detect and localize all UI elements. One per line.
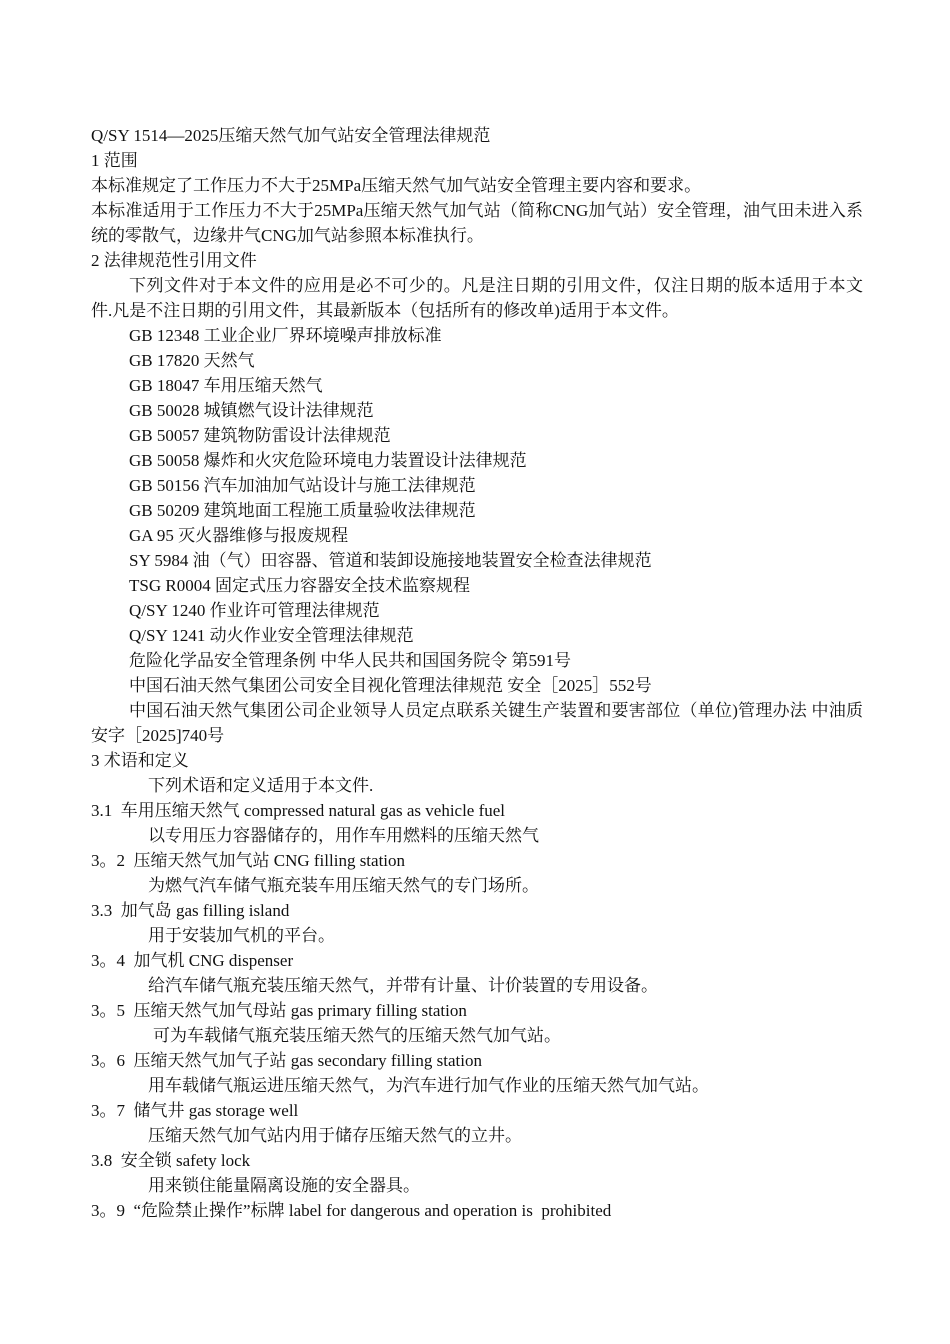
term-definition: 可为车载储气瓶充装压缩天然气的压缩天然气加气站。 (153, 1026, 561, 1045)
term-heading (91, 998, 863, 1023)
reference-item: GB 50028 城镇燃气设计法律规范 (129, 401, 374, 420)
term-title: 安全锁 safety lock (120, 1151, 251, 1170)
term-title: 压缩天然气加气母站 gas primary filling station (133, 1001, 467, 1020)
section-1-paragraph-2: 本标准适用于工作压力不大于25MPa压缩天然气加气站（简称CNG加气站）安全管理，油气田未进入系统的零散气，边缘井气CNG加气站参照本标准执行。 (91, 201, 863, 245)
document-title: Q/SY 1514—2025压缩天然气加气站安全管理法律规范 (91, 126, 491, 145)
term-heading (91, 1148, 863, 1173)
term-title: 加气岛 gas filling island (120, 901, 290, 920)
term-title: “危险禁止操作”标牌 label for dangerous and operation is prohibited (133, 1201, 612, 1220)
reference-item: 危险化学品安全管理条例 中华人民共和国国务院令 第591号 (129, 651, 571, 670)
term-title: 压缩天然气加气子站 gas secondary filling station (133, 1051, 482, 1070)
term-definition: 以专用压力容器储存的，用作车用燃料的压缩天然气 (148, 826, 539, 845)
reference-item: TSG R0004 固定式压力容器安全技术监察规程 (129, 576, 470, 595)
section-2-intro: 下列文件对于本文件的应用是必不可少的。凡是注日期的引用文件，仅注日期的版本适用于本文件.凡是不注日期的引用文件，其最新版本（包括所有的修改单)适用于本文件。 (91, 276, 863, 320)
reference-item: 中国石油天然气集团公司安全目视化管理法律规范 安全［2025］552号 (129, 676, 652, 695)
term-title: 储气井 gas storage well (133, 1101, 299, 1120)
reference-item: SY 5984 油（气）田容器、管道和装卸设施接地装置安全检查法律规范 (129, 551, 652, 570)
term-definition: 用于安装加气机的平台。 (148, 926, 335, 945)
section-1-paragraph-1: 本标准规定了工作压力不大于25MPa压缩天然气加气站安全管理主要内容和要求。 (91, 176, 702, 195)
reference-item: GB 50058 爆炸和火灾危险环境电力装置设计法律规范 (129, 451, 527, 470)
term-title: 车用压缩天然气 compressed natural gas as vehicle fuel (120, 801, 506, 820)
reference-item: GB 50156 汽车加油加气站设计与施工法律规范 (129, 476, 476, 495)
term-number: 3.1 (91, 801, 113, 820)
term-number: 3.8 (91, 1151, 113, 1170)
section-2-heading: 2 法律规范性引用文件 (91, 251, 257, 270)
reference-item: GB 50209 建筑地面工程施工质量验收法律规范 (129, 501, 476, 520)
term-number: 3.3 (91, 901, 113, 920)
term-number: 3。2 (91, 851, 125, 870)
reference-item: GB 12348 工业企业厂界环境噪声排放标准 (129, 326, 442, 345)
term-title: 压缩天然气加气站 CNG filling station (133, 851, 406, 870)
term-number: 3。7 (91, 1101, 125, 1120)
reference-item: GB 50057 建筑物防雷设计法律规范 (129, 426, 391, 445)
document-page (91, 123, 863, 1223)
term-number: 3。6 (91, 1051, 125, 1070)
reference-item: GA 95 灭火器维修与报废规程 (129, 526, 349, 545)
reference-item-last: 中国石油天然气集团公司企业领导人员定点联系关键生产装置和要害部位（单位)管理办法 中油质安字［2025]740号 (91, 701, 863, 745)
term-number: 3。5 (91, 1001, 125, 1020)
reference-item: GB 17820 天然气 (129, 351, 255, 370)
term-definition: 为燃气汽车储气瓶充装车用压缩天然气的专门场所。 (148, 876, 539, 895)
term-heading (91, 1048, 863, 1073)
term-heading (91, 798, 863, 823)
term-heading (91, 1098, 863, 1123)
term-heading (91, 898, 863, 923)
term-title: 加气机 CNG dispenser (133, 951, 294, 970)
section-3-intro: 下列术语和定义适用于本文件. (148, 776, 374, 795)
reference-item: GB 18047 车用压缩天然气 (129, 376, 323, 395)
term-number: 3。4 (91, 951, 125, 970)
section-1-heading: 1 范围 (91, 151, 138, 170)
term-number: 3。9 (91, 1201, 125, 1220)
term-heading (91, 948, 863, 973)
term-definition: 给汽车储气瓶充装压缩天然气，并带有计量、计价装置的专用设备。 (148, 976, 658, 995)
section-3-heading: 3 术语和定义 (91, 751, 189, 770)
term-heading (91, 1198, 863, 1223)
term-definition: 压缩天然气加气站内用于储存压缩天然气的立井。 (148, 1126, 522, 1145)
reference-item: Q/SY 1241 动火作业安全管理法律规范 (129, 626, 414, 645)
term-heading (91, 848, 863, 873)
term-definition: 用来锁住能量隔离设施的安全器具。 (148, 1176, 420, 1195)
reference-item: Q/SY 1240 作业许可管理法律规范 (129, 601, 380, 620)
term-definition: 用车载储气瓶运进压缩天然气，为汽车进行加气作业的压缩天然气加气站。 (148, 1076, 709, 1095)
